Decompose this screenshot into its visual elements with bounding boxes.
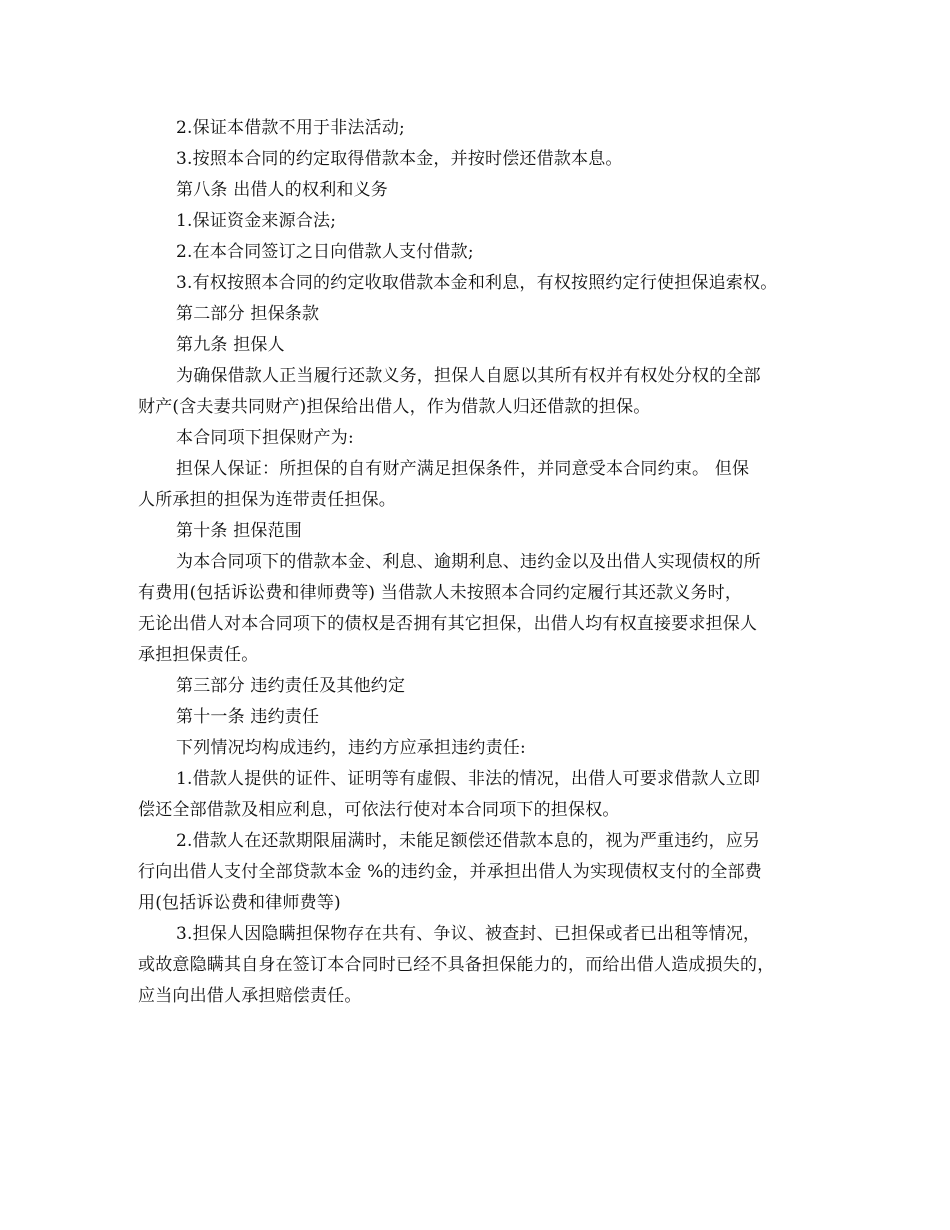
paragraph-line: 3.按照本合同的约定取得借款本金，并按时偿还借款本息。 (176, 149, 623, 169)
paragraph-line: 应当向出借人承担赔偿责任。 (138, 986, 362, 1006)
paragraph-line: 担保人保证：所担保的自有财产满足担保条件，并同意受本合同约束。 但保 (176, 459, 750, 479)
paragraph-line: 第十条 担保范围 (176, 521, 303, 541)
paragraph-line: 为本合同项下的借款本金、利息、逾期利息、违约金以及出借人实现债权的所 (176, 552, 761, 572)
paragraph-line: 承担担保责任。 (138, 645, 259, 665)
paragraph-line: 1.保证资金来源合法; (176, 211, 337, 231)
paragraph-line: 第九条 担保人 (176, 335, 285, 355)
paragraph-line: 无论出借人对本合同项下的债权是否拥有其它担保，出借人均有权直接要求担保人 (138, 614, 758, 634)
paragraph-line: 有费用(包括诉讼费和律师费等) 当借款人未按照本合同约定履行其还款义务时， (138, 583, 743, 603)
paragraph-line: 3.担保人因隐瞒担保物存在共有、争议、被查封、已担保或者已出租等情况， (176, 924, 761, 944)
paragraph-line: 1.借款人提供的证件、证明等有虚假、非法的情况，出借人可要求借款人立即 (176, 769, 761, 789)
paragraph-line: 第十一条 违约责任 (176, 707, 320, 727)
paragraph-line: 2.在本合同签订之日向借款人支付借款; (176, 242, 474, 262)
paragraph-line: 2.借款人在还款期限届满时，未能足额偿还借款本息的，视为严重违约，应另 (176, 831, 761, 851)
paragraph-line: 2.保证本借款不用于非法活动; (176, 118, 405, 138)
paragraph-line: 行向出借人支付全部贷款本金 %的违约金，并承担出借人为实现债权支付的全部费 (138, 862, 762, 882)
paragraph-line: 本合同项下担保财产为: (176, 428, 354, 448)
paragraph-line: 第二部分 担保条款 (176, 304, 320, 324)
paragraph-line: 下列情况均构成违约，违约方应承担违约责任: (176, 738, 526, 758)
paragraph-line: 或故意隐瞒其自身在签订本合同时已经不具备担保能力的，而给出借人造成损失的， (138, 955, 775, 975)
paragraph-line: 用(包括诉讼费和律师费等) (138, 893, 341, 913)
document-page (138, 113, 818, 1012)
paragraph-line: 人所承担的担保为连带责任担保。 (138, 490, 396, 510)
paragraph-line: 第三部分 违约责任及其他约定 (176, 676, 406, 696)
paragraph-line: 第八条 出借人的权利和义务 (176, 180, 389, 200)
paragraph-line: 财产(含夫妻共同财产)担保给出借人，作为借款人归还借款的担保。 (138, 397, 651, 417)
paragraph-line: 为确保借款人正当履行还款义务，担保人自愿以其所有权并有权处分权的全部 (176, 366, 761, 386)
paragraph-line: 3.有权按照本合同的约定收取借款本金和利息，有权按照约定行使担保追索权。 (176, 273, 778, 293)
paragraph-line: 偿还全部借款及相应利息，可依法行使对本合同项下的担保权。 (138, 800, 620, 820)
